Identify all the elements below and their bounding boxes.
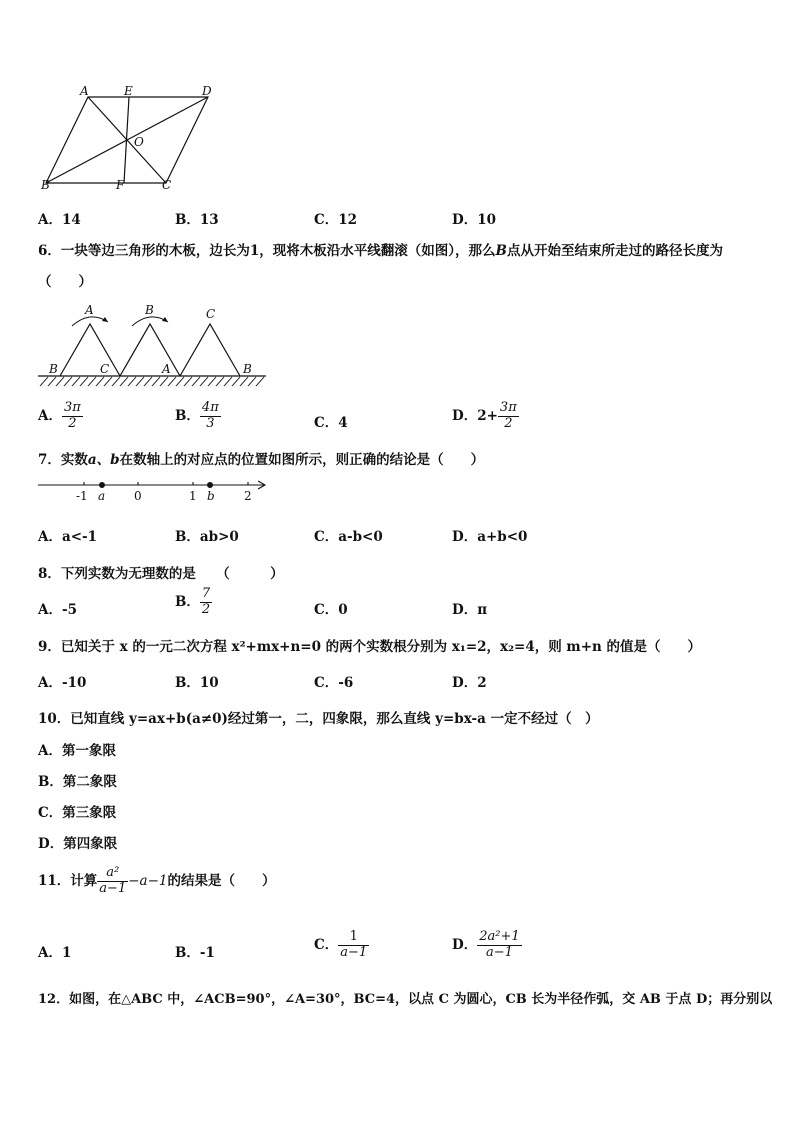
q6-stem — [38, 239, 723, 259]
q8-option-b — [175, 587, 212, 618]
q11-text-post: 的结果是（ ） — [167, 872, 276, 889]
q7-vars: a、b — [87, 452, 120, 468]
q11-option-d-fraction — [477, 930, 521, 961]
q9-option-c: C．-6 — [314, 675, 354, 691]
q11-option-d-num: 2a²+1 — [479, 929, 520, 944]
tri-label-B-left: B — [49, 362, 58, 376]
q6-option-c: C．4 — [314, 415, 348, 431]
q9-option-b: B．10 — [175, 675, 219, 691]
q11-option-d-den: a−1 — [485, 944, 513, 960]
q11-option-c-prefix: C． — [314, 936, 339, 953]
q6-option-d-prefix: D．2+ — [452, 407, 498, 424]
q5-option-d: D．10 — [452, 212, 496, 228]
q6-option-b-fraction — [200, 401, 221, 432]
q5-option-b: B．13 — [175, 212, 219, 228]
q11-option-c — [314, 930, 369, 961]
q5-option-c: C．12 — [314, 212, 358, 228]
q8-option-b-den: 2 — [201, 601, 211, 617]
label-E: E — [124, 84, 133, 98]
tri-label-C-top: C — [206, 307, 216, 321]
q6-option-d-den: 2 — [504, 415, 513, 431]
tick-minus-1: -1 — [76, 489, 88, 503]
q7-option-c: C．a-b<0 — [314, 529, 383, 545]
q8-option-b-fraction — [200, 587, 212, 618]
label-A: A — [80, 84, 89, 98]
q6-option-d-num: 3π — [499, 400, 517, 415]
q11-option-a: A．1 — [38, 945, 72, 961]
tick-0: 0 — [134, 489, 142, 503]
q7-option-a: A．a<-1 — [38, 529, 98, 545]
q6-option-b-prefix: B． — [175, 407, 200, 424]
tick-2: 2 — [244, 489, 252, 503]
q10-option-d: D．第四象限 — [38, 836, 118, 852]
tri-label-A-mid: A — [162, 362, 171, 376]
q9-option-a: A．-10 — [38, 675, 87, 691]
q11-option-d-prefix: D． — [452, 936, 478, 953]
tick-1: 1 — [189, 489, 197, 503]
q8-stem: 8．下列实数为无理数的是 （ ） — [38, 566, 284, 582]
q6-option-a-den: 2 — [68, 415, 77, 431]
q8-option-b-prefix: B． — [175, 593, 200, 610]
q7-text: 7．实数 — [38, 452, 88, 468]
q7-option-b: B．ab>0 — [175, 529, 239, 545]
q8-option-d: D．π — [452, 602, 488, 618]
q6-option-d — [452, 401, 519, 432]
label-O: O — [134, 135, 144, 149]
q11-expr-den: a−1 — [99, 880, 127, 896]
q11-text-pre: 11．计算 — [38, 872, 98, 889]
q6-option-b-num: 4π — [201, 400, 219, 415]
q10-stem: 10．已知直线 y=ax+b(a≠0)经过第一，二，四象限，那么直线 y=bx-a 一定不经过（ ） — [38, 711, 599, 727]
q6-option-a-prefix: A． — [38, 407, 62, 424]
q11-option-c-den: a−1 — [340, 944, 368, 960]
q9-stem: 9．已知关于 x 的一元二次方程 x²+mx+n=0 的两个实数根分别为 x₁=2，x₂=4，则 m+n 的值是（ ） — [38, 639, 702, 655]
q10-option-c: C．第三象限 — [38, 805, 117, 821]
q8-option-c: C．0 — [314, 602, 348, 618]
q6-option-a — [38, 401, 83, 432]
q6-option-a-fraction — [62, 401, 83, 432]
q6-blank: （ ） — [38, 274, 92, 290]
rolling-triangle-figure — [38, 300, 268, 392]
q11-expr-num: a² — [97, 866, 128, 882]
q6-option-b-den: 3 — [206, 415, 215, 431]
q11-option-c-num: 1 — [338, 930, 369, 946]
q10-option-b: B．第二象限 — [38, 774, 117, 790]
number-line-figure — [36, 474, 268, 504]
tri-label-C-mid: C — [100, 362, 110, 376]
label-C: C — [162, 178, 172, 192]
q11-option-c-fraction — [338, 930, 369, 961]
q6-text-after: 点从开始至结束所走过的路径长度为 — [506, 243, 723, 259]
q9-option-d: D．2 — [452, 675, 487, 691]
tri-label-A-top: A — [85, 303, 94, 317]
point-b-label: b — [207, 489, 215, 503]
q11-expr-fraction — [97, 866, 128, 897]
q8-option-a: A．-5 — [38, 602, 77, 618]
tri-label-B-right: B — [243, 362, 252, 376]
q11-option-b: B．-1 — [175, 945, 215, 961]
tri-label-B-top: B — [145, 303, 154, 317]
q11-option-d — [452, 930, 522, 961]
q7-option-d: D．a+b<0 — [452, 529, 528, 545]
q11-stem — [38, 866, 275, 897]
q6-option-a-num: 3π — [63, 400, 81, 415]
label-D: D — [202, 84, 212, 98]
q7-stem — [38, 448, 484, 468]
point-a-label: a — [98, 489, 106, 503]
q6-option-d-fraction — [498, 401, 519, 432]
q10-option-a: A．第一象限 — [38, 743, 116, 759]
label-B: B — [41, 178, 50, 192]
q6-text: 6．一块等边三角形的木板，边长为1，现将木板沿水平线翻滚（如图），那么 — [38, 243, 496, 259]
q5-option-a: A．14 — [38, 212, 81, 228]
q11-expr-tail: −a−1 — [128, 872, 168, 889]
parallelogram-figure — [38, 84, 228, 194]
q6-option-b — [175, 401, 221, 432]
label-F: F — [116, 178, 125, 192]
q6-var: B — [495, 243, 507, 259]
q7-text-after: 在数轴上的对应点的位置如图所示，则正确的结论是（ ） — [119, 452, 485, 468]
q8-option-b-num: 7 — [201, 586, 211, 601]
q12-stem: 12．如图，在△ABC 中，∠ACB=90°，∠A=30°，BC=4，以点 C 为圆心，CB 长为半径作弧，交 AB 于点 D；再分别以 — [38, 992, 773, 1007]
